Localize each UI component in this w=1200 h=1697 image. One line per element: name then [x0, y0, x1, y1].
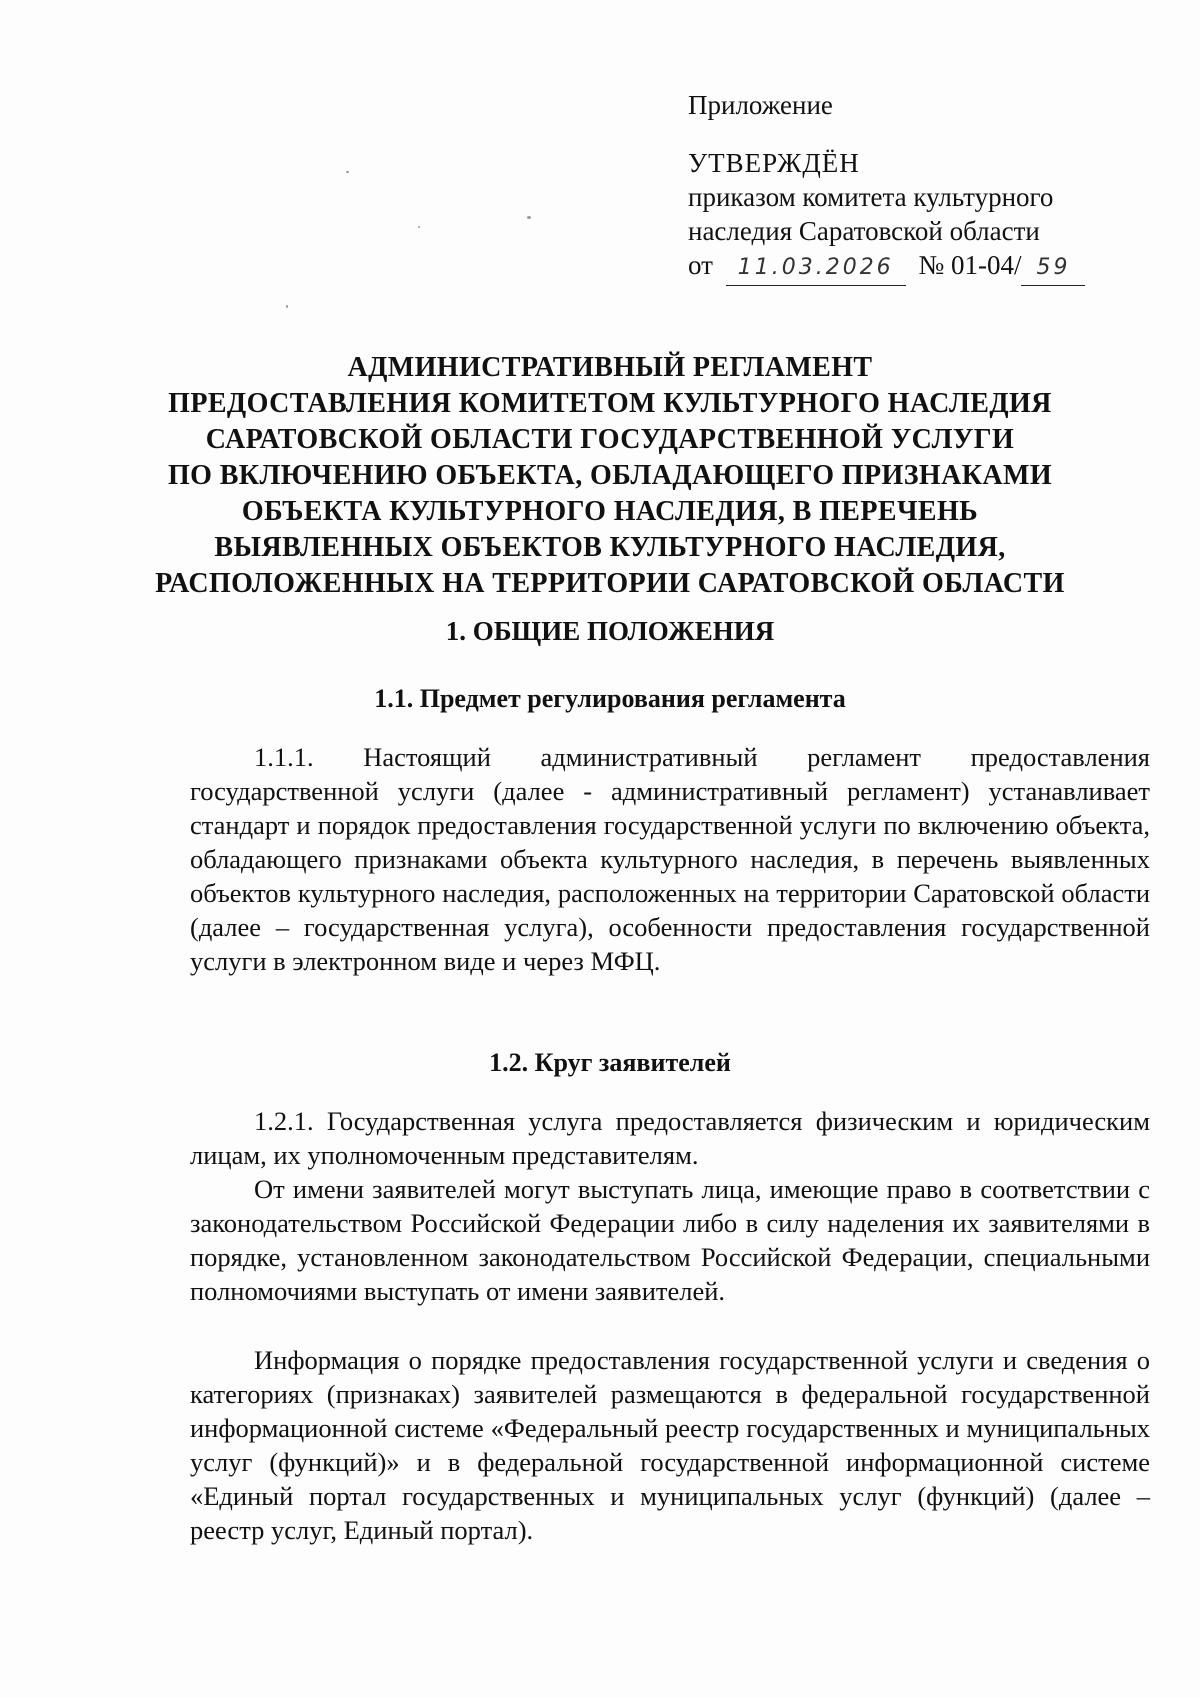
title-line: ВЫЯВЛЕННЫХ ОБЪЕКТОВ КУЛЬТУРНОГО НАСЛЕДИЯ, [214, 532, 1006, 563]
document-title [150, 350, 1070, 602]
scan-speck [418, 226, 420, 228]
title-line: ОБЪЕКТА КУЛЬТУРНОГО НАСЛЕДИЯ, В ПЕРЕЧЕНЬ [241, 496, 979, 527]
scan-speck [527, 216, 531, 219]
number-prefix: № 01-04/ [918, 250, 1022, 280]
title-line: САРАТОВСКОЙ ОБЛАСТИ ГОСУДАРСТВЕННОЙ УСЛУГИ [205, 424, 1015, 455]
title-line: ПО ВКЛЮЧЕНИЮ ОБЪЕКТА, ОБЛАДАЮЩЕГО ПРИЗНАКАМИ [167, 460, 1053, 491]
title-line: РАСПОЛОЖЕННЫХ НА ТЕРРИТОРИИ САРАТОВСКОЙ ОБЛАСТИ [155, 568, 1065, 599]
handwritten-number: 59 [1021, 251, 1085, 286]
approval-block [688, 88, 1128, 286]
title-line: АДМИНИСТРАТИВНЫЙ РЕГЛАМЕНТ [347, 352, 873, 383]
subsection-heading: 1.1. Предмет регулирования регламента [374, 684, 846, 713]
order-date-number-line [688, 248, 1128, 286]
handwritten-date: 11.03.2026 [726, 251, 906, 286]
section-heading: 1. ОБЩИЕ ПОЛОЖЕНИЯ [445, 616, 775, 646]
paragraph-representatives: От имени заявителей могут выступать лица, имеющие право в соответствии с законодательством Российской Федерации либо в силу наделения их заявителями в порядке, установленном законодательством Российской Федерации, специальными полномочиями выступать от имени заявителей. [190, 1174, 1150, 1306]
paragraph-information: Информация о порядке предоставления государственной услуги и сведения о категориях (признаках) заявителей размещаются в федеральной государственной информационной системе «Федеральный реестр государственных и муниципальных услуг (функций)» и в федеральной государственной информационной системе «Единый портал государственных и муниципальных услуг (функций) (далее – реестр услуг, Единый портал). [190, 1345, 1150, 1545]
scan-speck [286, 305, 288, 308]
annex-label: Приложение [688, 90, 833, 120]
paragraph-1-2-1: 1.2.1. Государственная услуга предоставляется физическим и юридическим лицам, их уполномоченным представителям. [190, 1106, 1150, 1170]
order-line-1: приказом комитета культурного [688, 182, 1054, 212]
paragraph-1-1-1: 1.1.1. Настоящий административный регламент предоставления государственной услуги (далее - административный регламент) устанавливает стандарт и порядок предоставления государственной услуги по включению объекта, обладающего признаками объекта культурного наследия, в перечень выявленных объектов культурного наследия, расположенных на территории Саратовской области (далее – государственная услуга), особенности предоставления государственной услуги в электронном виде и через МФЦ. [190, 742, 1150, 976]
date-prefix: от [688, 250, 713, 280]
subsection-heading: 1.2. Круг заявителей [489, 1048, 731, 1077]
title-line: ПРЕДОСТАВЛЕНИЯ КОМИТЕТОМ КУЛЬТУРНОГО НАСЛЕДИЯ [168, 388, 1052, 419]
order-line-2: наследия Саратовской области [688, 216, 1040, 246]
approved-label: УТВЕРЖДЁН [688, 148, 860, 178]
scan-speck [346, 171, 349, 173]
